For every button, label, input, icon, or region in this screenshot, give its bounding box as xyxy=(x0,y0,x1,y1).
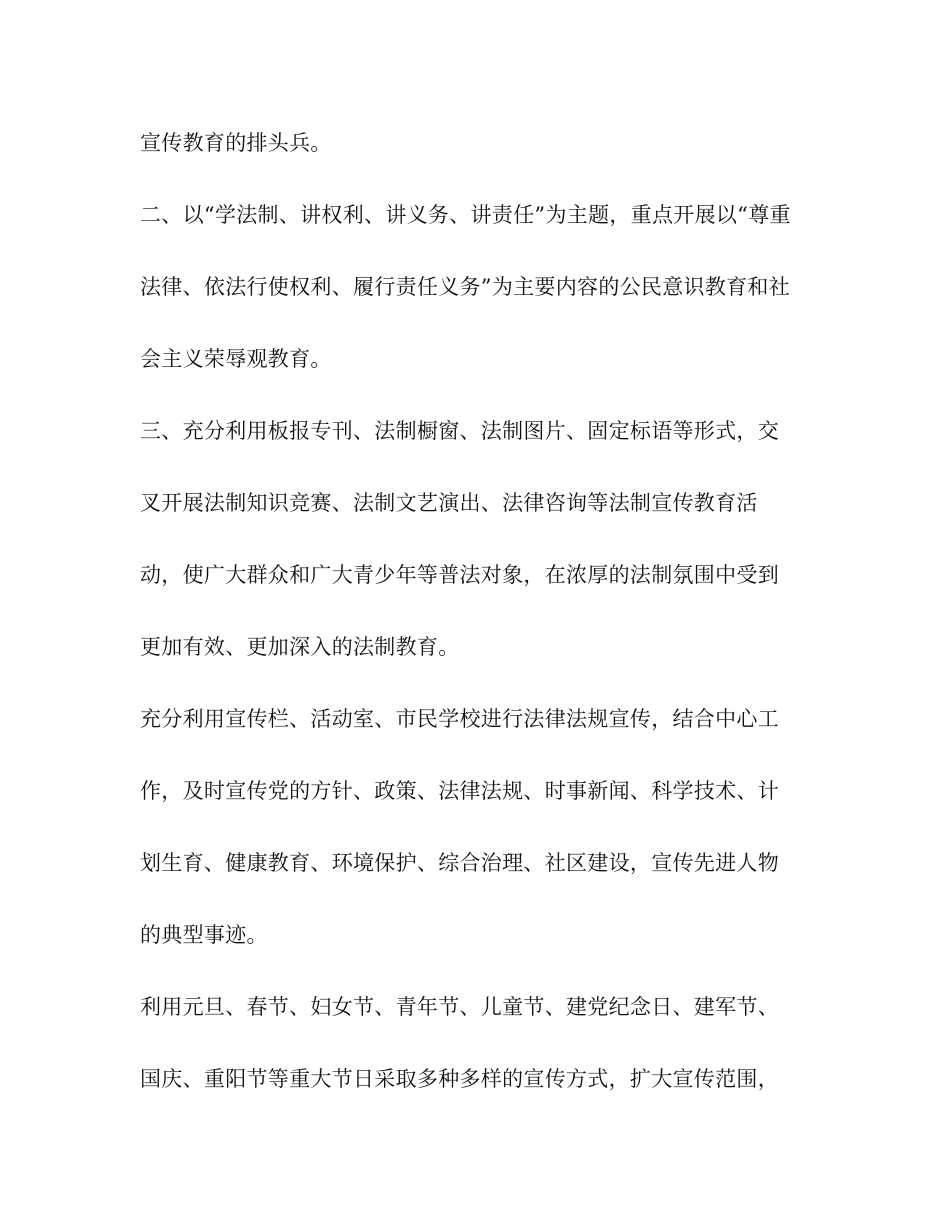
text-line: 利用元旦、春节、妇女节、青年节、儿童节、建党纪念日、建军节、 xyxy=(140,995,779,1019)
text-line: 国庆、重阳节等重大节日采取多种多样的宣传方式，扩大宣传范围， xyxy=(140,1067,779,1091)
text-line: 法律、依法行使权利、履行责任义务”为主要内容的公民意识教育和社 xyxy=(140,275,791,299)
text-line: 宣传教育的排头兵。 xyxy=(140,131,332,155)
text-line: 作，及时宣传党的方针、政策、法律法规、时事新闻、科学技术、计 xyxy=(140,779,779,803)
text-line: 二、以“学法制、讲权利、讲义务、讲责任”为主题，重点开展以“尊重 xyxy=(140,203,791,227)
text-line: 更加有效、更加深入的法制教育。 xyxy=(140,635,460,659)
text-line: 的典型事迹。 xyxy=(140,923,268,947)
text-line: 动，使广大群众和广大青少年等普法对象，在浓厚的法制氛围中受到 xyxy=(140,563,779,587)
text-line: 三、充分利用板报专刊、法制橱窗、法制图片、固定标语等形式，交 xyxy=(140,419,779,443)
text-line: 叉开展法制知识竞赛、法制文艺演出、法律咨询等法制宣传教育活 xyxy=(140,491,758,515)
text-line: 划生育、健康教育、环境保护、综合治理、社区建设，宣传先进人物 xyxy=(140,851,779,875)
text-line: 会主义荣辱观教育。 xyxy=(140,347,332,371)
text-line: 充分利用宣传栏、活动室、市民学校进行法律法规宣传，结合中心工 xyxy=(140,707,779,731)
